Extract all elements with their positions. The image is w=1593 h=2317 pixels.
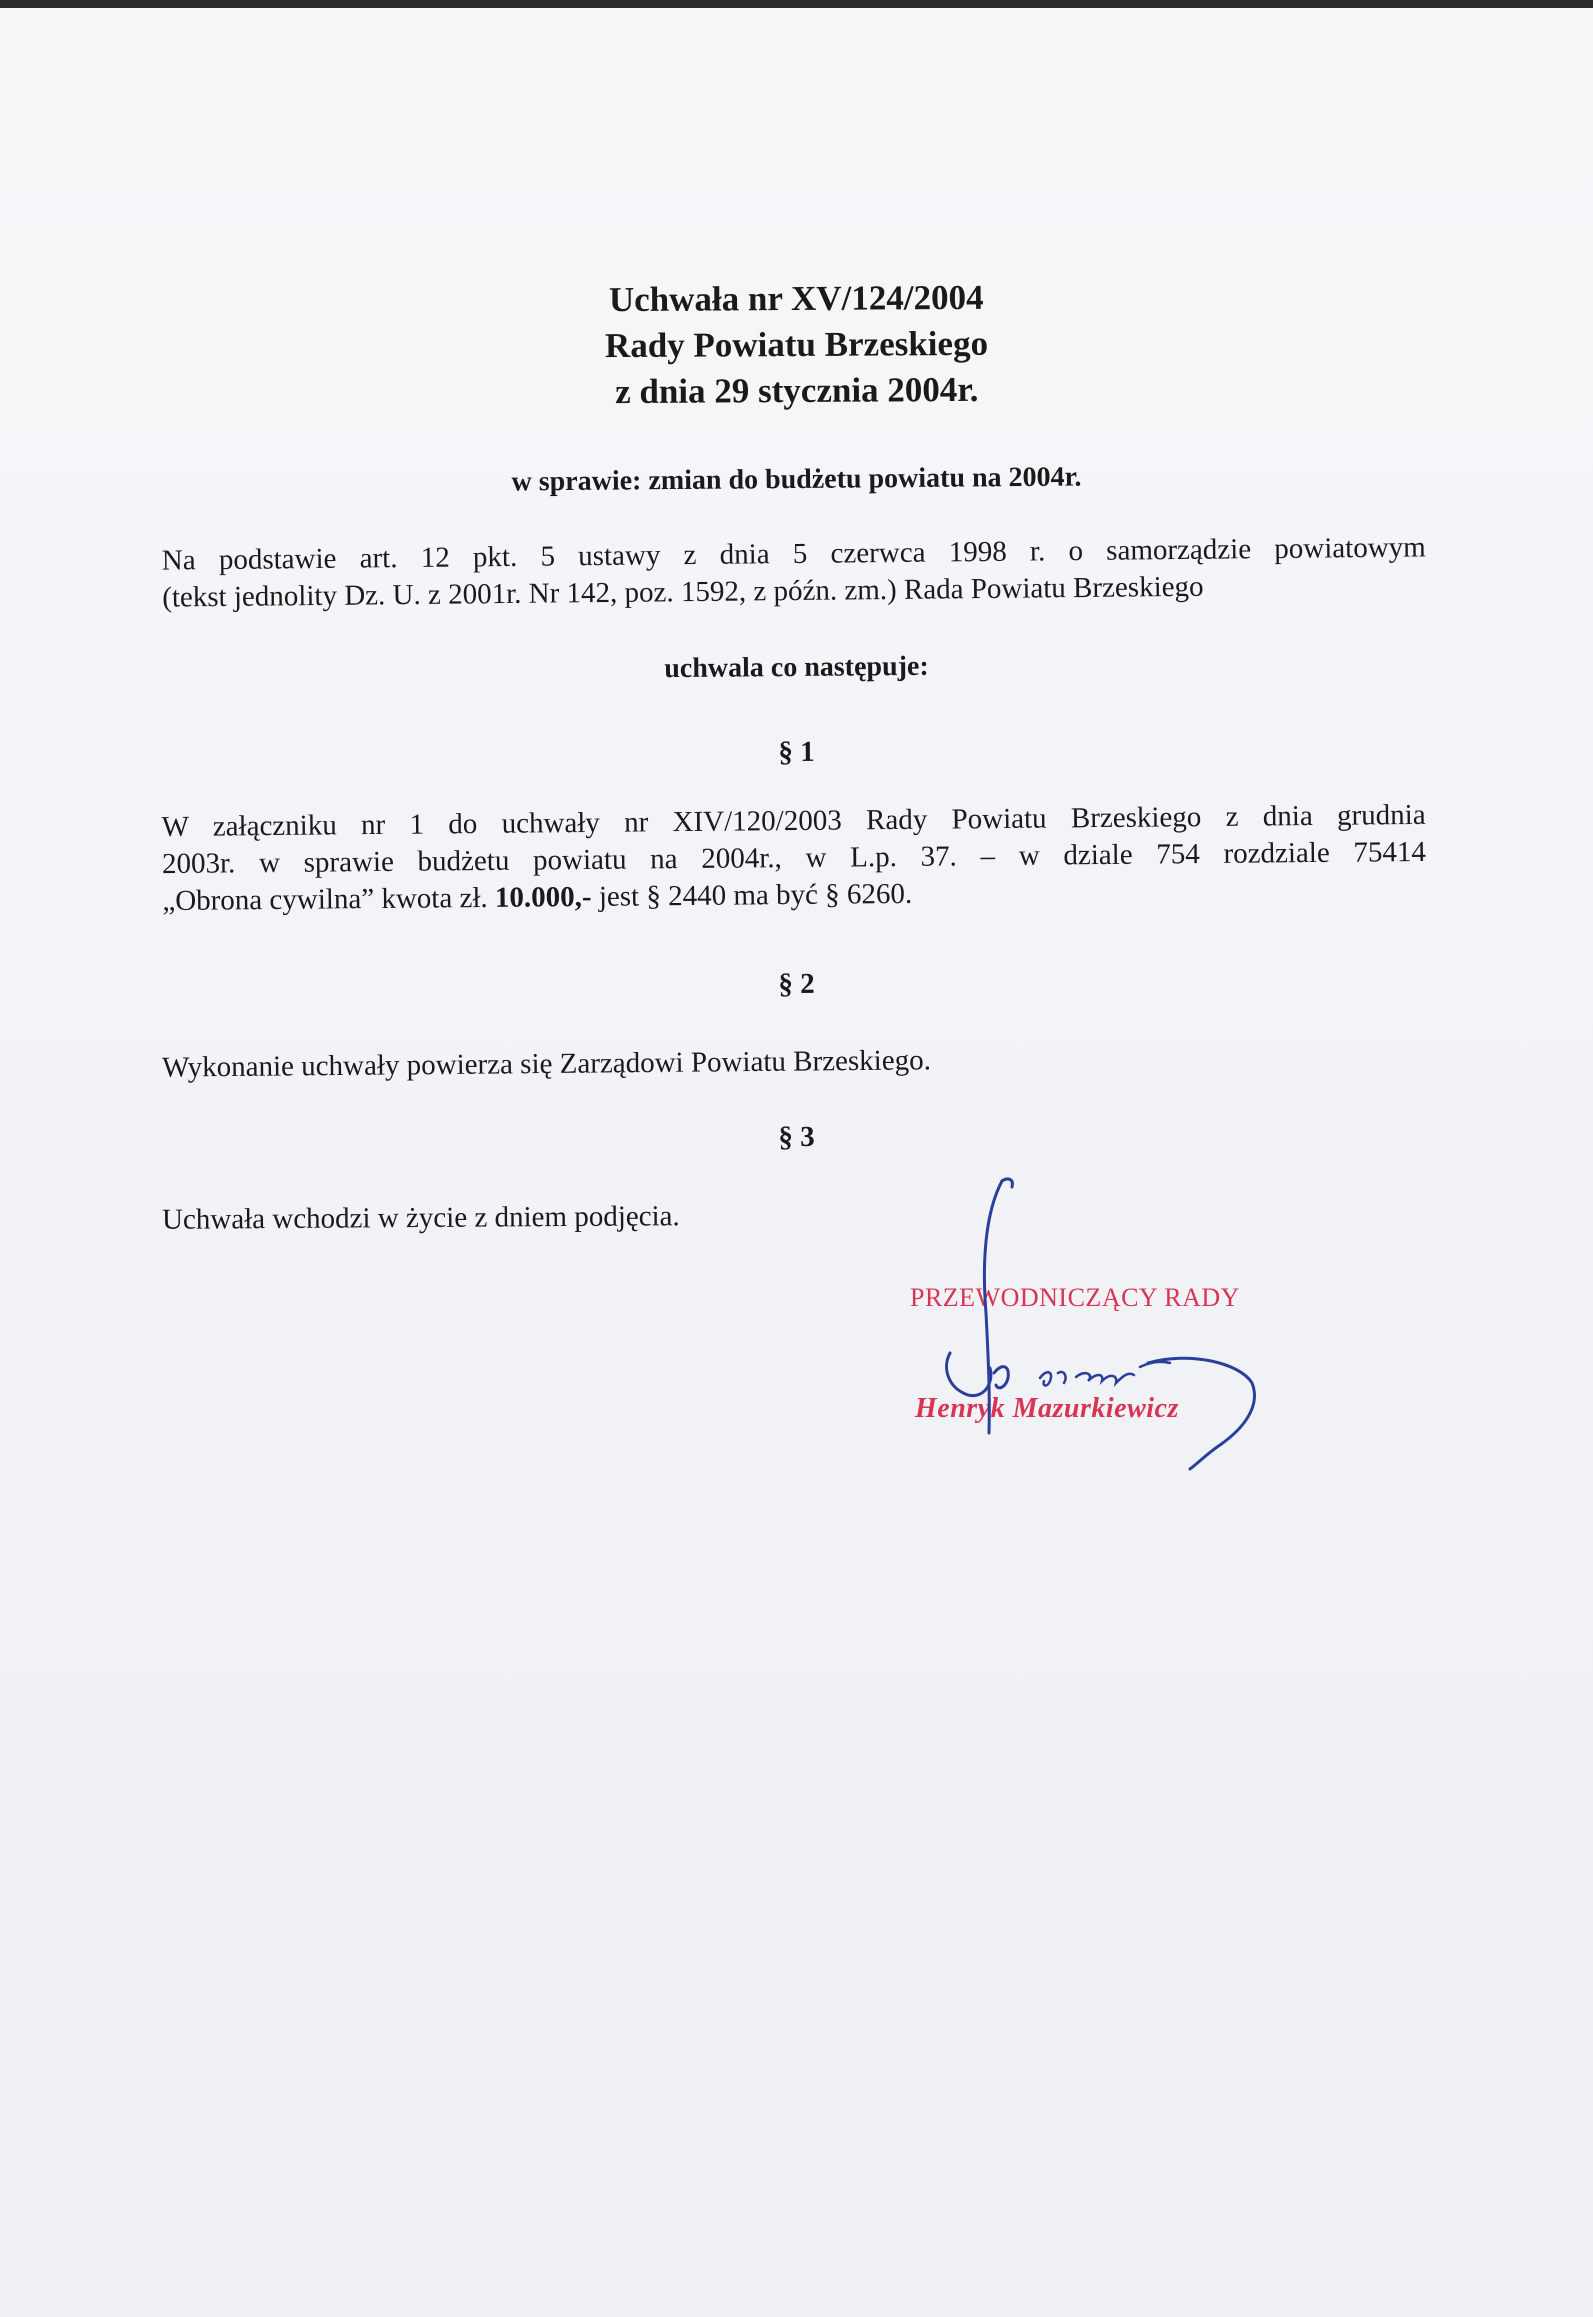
- section-1-text: [161, 797, 1426, 920]
- resolution-number: Uchwała nr XV/124/2004: [608, 277, 984, 320]
- section-1-text-start: „Obrona cywilna” kwota zł.: [162, 881, 496, 918]
- legal-basis-line: Na podstawie art. 12 pkt. 5 ustawy z dnia 5 czerwca 1998 r. o samorządzie powiatowym: [161, 531, 1426, 577]
- council-name: Rady Powiatu Brzeskiego: [604, 323, 989, 366]
- stamp-name: Henryk Mazurkiewicz: [915, 1393, 1179, 1424]
- section-2-text: Wykonanie uchwały powierza się Zarządowi Powiatu Brzeskiego.: [161, 1044, 932, 1084]
- document-page: [0, 8, 1593, 2317]
- section-1-line: W załączniku nr 1 do uchwały nr XIV/120/2003 Rady Powiatu Brzeskiego z dnia grudnia: [161, 798, 1426, 844]
- resolution-date: z dnia 29 stycznia 2004r.: [615, 369, 979, 412]
- stamp-title: PRZEWODNICZĄCY RADY: [910, 1283, 1240, 1312]
- section-mark-1: § 1: [778, 735, 815, 769]
- legal-basis-paragraph: [162, 529, 1427, 616]
- section-1-line: 2003r. w sprawie budżetu powiatu na 2004r., w L.p. 37. – w dziale 754 rozdziale 75414: [161, 835, 1427, 881]
- amount-value: 10.000,-: [494, 880, 592, 914]
- resolves-heading: uchwala co następuje:: [664, 650, 929, 685]
- resolution-header: [0, 271, 1593, 419]
- chairman-stamp: [910, 1283, 1290, 1443]
- legal-basis-line: (tekst jednolity Dz. U. z 2001r. Nr 142, poz. 1592, z późn. zm.) Rada Powiatu Brzeskiego: [162, 570, 1204, 614]
- section-mark-2: § 2: [778, 967, 815, 1001]
- section-mark-3: § 3: [778, 1120, 815, 1154]
- scan-top-edge: [0, 0, 1593, 8]
- resolution-subject: w sprawie: zmian do budżetu powiatu na 2004r.: [511, 461, 1082, 498]
- section-3-text: Uchwała wchodzi w życie z dniem podjęcia.: [161, 1200, 680, 1236]
- section-1-text-end: jest § 2440 ma być § 6260.: [591, 877, 913, 913]
